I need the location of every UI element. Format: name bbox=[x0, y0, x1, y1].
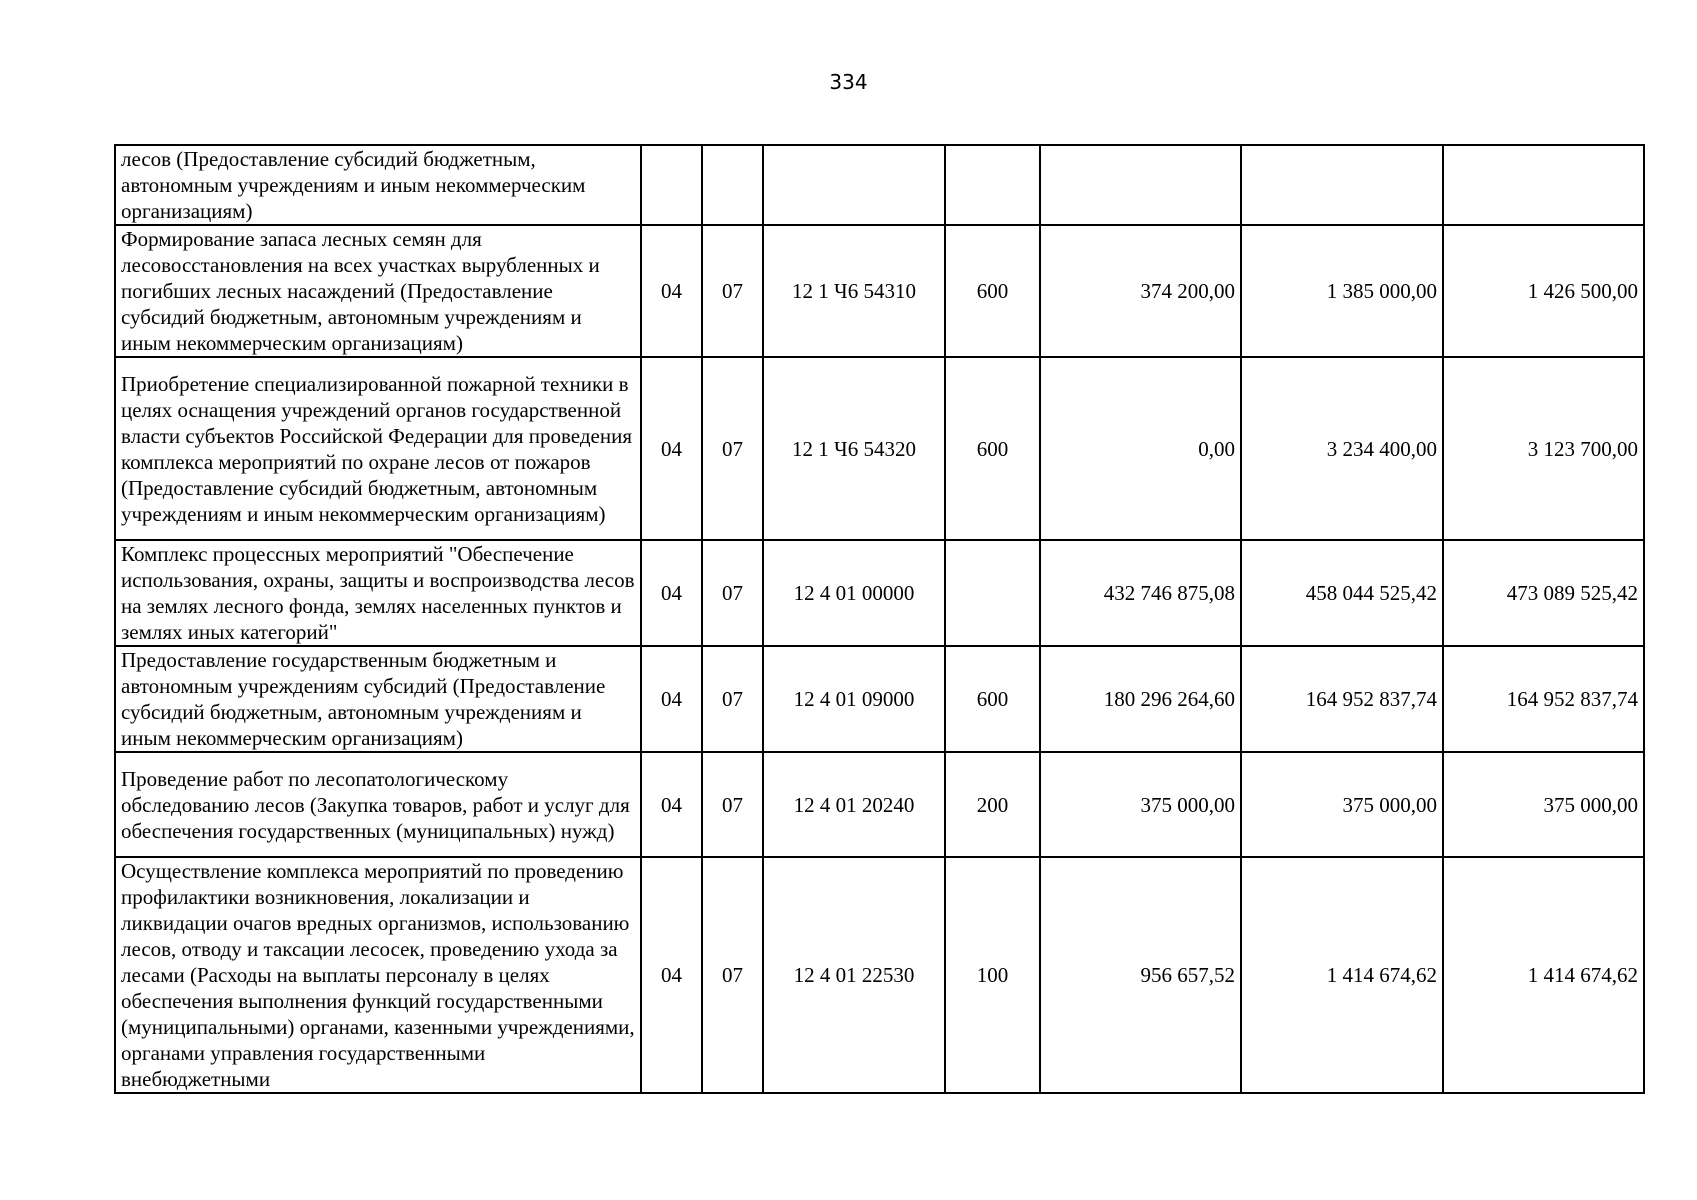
row-expense-type: 200 bbox=[945, 752, 1040, 857]
page-number: 334 bbox=[829, 70, 868, 94]
budget-table bbox=[114, 144, 1645, 1094]
row-section: 04 bbox=[641, 752, 702, 857]
row-expense-type: 600 bbox=[945, 225, 1040, 357]
row-amount-year-3: 3 123 700,00 bbox=[1443, 357, 1644, 540]
row-section: 04 bbox=[641, 857, 702, 1093]
row-subsection: 07 bbox=[702, 646, 763, 752]
row-subsection bbox=[702, 145, 763, 225]
row-target-article: 12 4 01 20240 bbox=[763, 752, 945, 857]
row-target-article: 12 1 Ч6 54320 bbox=[763, 357, 945, 540]
row-target-article bbox=[763, 145, 945, 225]
row-amount-year-2: 164 952 837,74 bbox=[1241, 646, 1443, 752]
row-section: 04 bbox=[641, 540, 702, 646]
row-section bbox=[641, 145, 702, 225]
row-amount-year-1: 956 657,52 bbox=[1040, 857, 1241, 1093]
row-amount-year-2: 375 000,00 bbox=[1241, 752, 1443, 857]
table-row bbox=[115, 145, 1644, 225]
row-description: Осуществление комплекса мероприятий по проведению профилактики возникновения, локализации и ликвидации очагов вредных организмов, использованию лесов, отводу и таксации лесосек, проведению ухода за лесами (Расходы на выплаты персоналу в целях обеспечения выполнения функций государственными (муниципальными) органами, казенными учреждениями, органами управления государственными внебюджетными bbox=[115, 857, 641, 1093]
row-description: Предоставление государственным бюджетным и автономным учреждениям субсидий (Предоставление субсидий бюджетным, автономным учреждениям и иным некоммерческим организациям) bbox=[115, 646, 641, 752]
table-row bbox=[115, 357, 1644, 540]
row-subsection: 07 bbox=[702, 752, 763, 857]
row-amount-year-2: 1 385 000,00 bbox=[1241, 225, 1443, 357]
row-description: Приобретение специализированной пожарной техники в целях оснащения учреждений органов государственной власти субъектов Российской Федерации для проведения комплекса мероприятий по охране лесов от пожаров (Предоставление субсидий бюджетным, автономным учреждениям и иным некоммерческим организациям) bbox=[115, 357, 641, 540]
row-target-article: 12 4 01 22530 bbox=[763, 857, 945, 1093]
table-row bbox=[115, 646, 1644, 752]
row-subsection: 07 bbox=[702, 357, 763, 540]
row-subsection: 07 bbox=[702, 540, 763, 646]
row-amount-year-3: 1 426 500,00 bbox=[1443, 225, 1644, 357]
row-amount-year-2: 1 414 674,62 bbox=[1241, 857, 1443, 1093]
row-amount-year-1: 375 000,00 bbox=[1040, 752, 1241, 857]
row-target-article: 12 1 Ч6 54310 bbox=[763, 225, 945, 357]
row-expense-type bbox=[945, 540, 1040, 646]
row-amount-year-1: 432 746 875,08 bbox=[1040, 540, 1241, 646]
table-row bbox=[115, 752, 1644, 857]
row-section: 04 bbox=[641, 357, 702, 540]
row-expense-type: 600 bbox=[945, 646, 1040, 752]
row-description: Комплекс процессных мероприятий "Обеспечение использования, охраны, защиты и воспроизводства лесов на землях лесного фонда, землях населенных пунктов и землях иных категорий" bbox=[115, 540, 641, 646]
row-section: 04 bbox=[641, 225, 702, 357]
row-amount-year-3: 1 414 674,62 bbox=[1443, 857, 1644, 1093]
row-amount-year-3: 473 089 525,42 bbox=[1443, 540, 1644, 646]
row-description: Формирование запаса лесных семян для лесовосстановления на всех участках вырубленных и погибших лесных насаждений (Предоставление субсидий бюджетным, автономным учреждениям и иным некоммерческим организациям) bbox=[115, 225, 641, 357]
row-expense-type: 100 bbox=[945, 857, 1040, 1093]
row-subsection: 07 bbox=[702, 225, 763, 357]
table-row bbox=[115, 225, 1644, 357]
row-expense-type: 600 bbox=[945, 357, 1040, 540]
table-row bbox=[115, 857, 1644, 1093]
row-amount-year-1: 374 200,00 bbox=[1040, 225, 1241, 357]
row-amount-year-1 bbox=[1040, 145, 1241, 225]
row-amount-year-1: 180 296 264,60 bbox=[1040, 646, 1241, 752]
row-section: 04 bbox=[641, 646, 702, 752]
row-amount-year-2 bbox=[1241, 145, 1443, 225]
row-amount-year-3: 375 000,00 bbox=[1443, 752, 1644, 857]
row-amount-year-3: 164 952 837,74 bbox=[1443, 646, 1644, 752]
row-subsection: 07 bbox=[702, 857, 763, 1093]
row-target-article: 12 4 01 00000 bbox=[763, 540, 945, 646]
row-amount-year-3 bbox=[1443, 145, 1644, 225]
row-description: лесов (Предоставление субсидий бюджетным, автономным учреждениям и иным некоммерческим организациям) bbox=[115, 145, 641, 225]
row-description: Проведение работ по лесопатологическому обследованию лесов (Закупка товаров, работ и услуг для обеспечения государственных (муниципальных) нужд) bbox=[115, 752, 641, 857]
row-amount-year-2: 458 044 525,42 bbox=[1241, 540, 1443, 646]
row-target-article: 12 4 01 09000 bbox=[763, 646, 945, 752]
row-expense-type bbox=[945, 145, 1040, 225]
table-row bbox=[115, 540, 1644, 646]
row-amount-year-1: 0,00 bbox=[1040, 357, 1241, 540]
row-amount-year-2: 3 234 400,00 bbox=[1241, 357, 1443, 540]
